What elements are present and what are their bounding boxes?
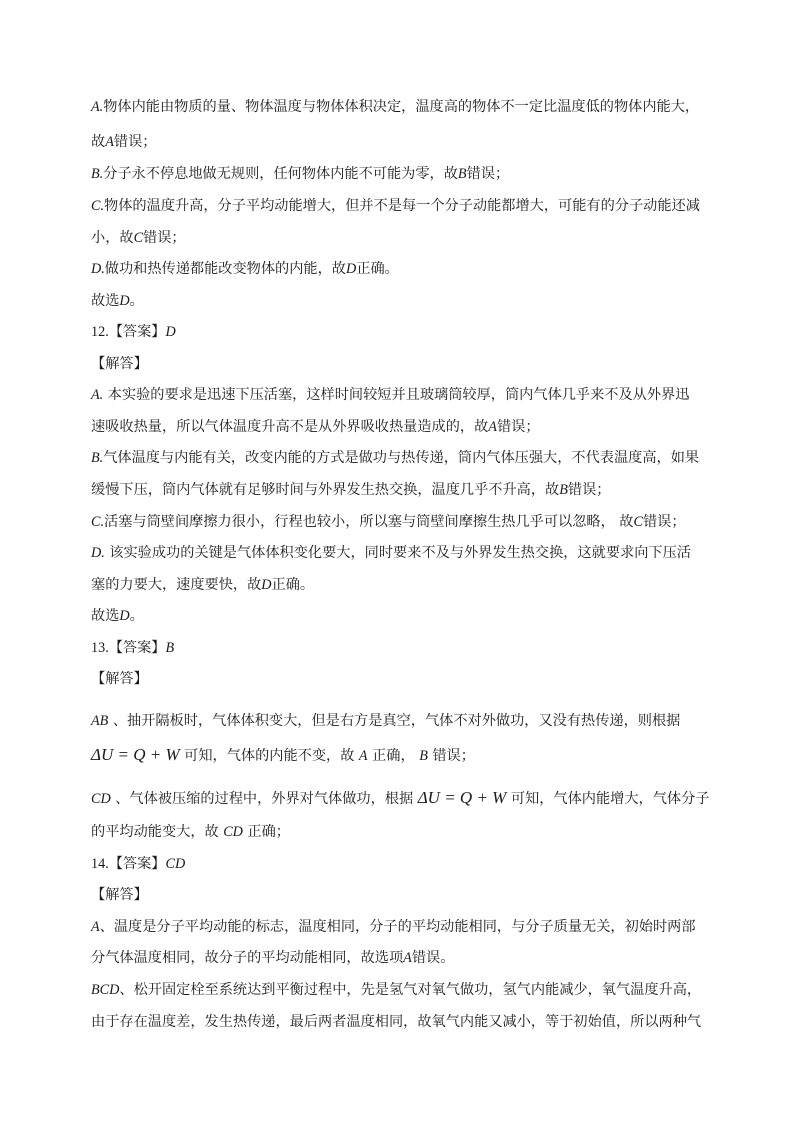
q12-option-b-line2: 缓慢下压，筒内气体就有足够时间与外界发生热交换，温度几乎不升高，故B错误； bbox=[91, 482, 611, 498]
q11-selection: 故选D。 bbox=[91, 293, 144, 309]
q13-cd-line2: 的平均动能变大，故 CD 正确； bbox=[91, 824, 290, 840]
energy-equation: ΔU = Q + W bbox=[91, 745, 180, 764]
q13-ab-line2: ΔU = Q + W 可知，气体的内能不变，故 A 正确， B 错误； bbox=[91, 745, 475, 764]
q14-option-bcd-line1: BCD、松开固定栓至系统达到平衡过程中，先是氢气对氧气做功，氢气内能减少，氧气温度升高， bbox=[91, 982, 702, 998]
q13-explanation-heading: 【解答】 bbox=[91, 671, 148, 687]
q12-option-b-line1: B.气体温度与内能有关，改变内能的方式是做功与热传递，筒内气体压强大，不代表温度高，如果 bbox=[91, 450, 700, 466]
q13-ab-line1: AB 、抽开隔板时，气体体积变大，但是右方是真空，气体不对外做功，又没有热传递，则根据 bbox=[91, 713, 681, 729]
q11-option-a-line1: A.物体内能由物质的量、物体温度与物体体积决定，温度高的物体不一定比温度低的物体内能大， bbox=[91, 99, 700, 115]
q13-cd-line1: CD 、气体被压缩的过程中，外界对气体做功，根据 ΔU = Q + W 可知，气体内能增大，气体分子 bbox=[91, 788, 710, 807]
q11-option-b: B.分子永不停息地做无规则，任何物体内能不可能为零，故B错误； bbox=[91, 166, 510, 182]
q11-option-c-line2: 小，故C错误； bbox=[91, 230, 186, 246]
energy-equation: ΔU = Q + W bbox=[417, 788, 507, 807]
q12-option-d-line2: 塞的力要大，速度要快，故D正确。 bbox=[91, 577, 315, 593]
q11-option-a-line2: 故A错误； bbox=[91, 134, 157, 150]
q11-option-c-line1: C.物体的温度升高，分子平均动能增大，但并不是每一个分子动能都增大，可能有的分子动能还减 bbox=[91, 198, 700, 214]
q14-answer: 14.【答案】CD bbox=[91, 856, 186, 872]
q12-selection: 故选D。 bbox=[91, 608, 144, 624]
q14-option-a-line2: 分气体温度相同，故分子的平均动能相同，故选项A错误。 bbox=[91, 950, 455, 966]
q14-explanation-heading: 【解答】 bbox=[91, 887, 148, 903]
q12-answer: 12.【答案】D bbox=[91, 324, 176, 340]
q14-option-bcd-line2: 由于存在温度差，发生热传递，最后两者温度相同，故氧气内能又减小，等于初始值，所以两种气 bbox=[91, 1014, 702, 1030]
q12-explanation-heading: 【解答】 bbox=[91, 356, 148, 372]
q12-option-c: C.活塞与筒壁间摩擦力很小，行程也较小，所以塞与筒壁间摩擦生热几乎可以忽略， 故C错误； bbox=[91, 514, 686, 530]
q12-option-a-line1: A. 本实验的要求是迅速下压活塞，这样时间较短并且玻璃筒较厚，筒内气体几乎来不及从外界迅 bbox=[91, 387, 690, 403]
q11-option-d: D.做功和热传递都能改变物体的内能，故D正确。 bbox=[91, 261, 399, 277]
q13-answer: 13.【答案】B bbox=[91, 640, 175, 656]
q12-option-a-line2: 速吸收热量，所以气体温度升高不是从外界吸收热量造成的，故A错误； bbox=[91, 419, 540, 435]
q14-option-a-line1: A、温度是分子平均动能的标志，温度相同，分子的平均动能相同，与分子质量无关，初始时两部 bbox=[91, 919, 696, 935]
q12-option-d-line1: D. 该实验成功的关键是气体体积变化要大，同时要来不及与外界发生热交换，这就要求向下压活 bbox=[91, 545, 691, 561]
